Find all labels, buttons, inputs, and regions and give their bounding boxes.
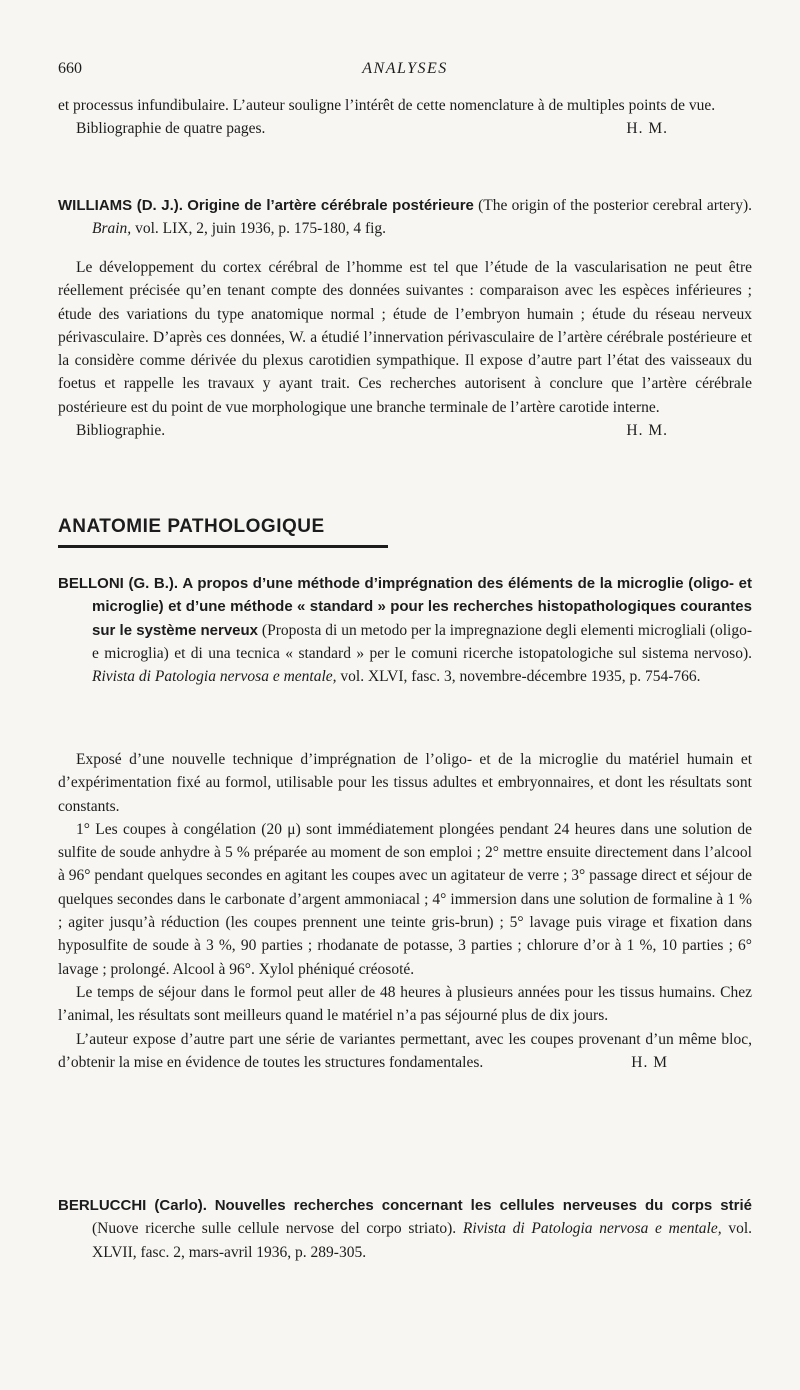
previous-abstract-text: et processus infundibulaire. L’auteur souligne l’intérêt de cette nomenclature à de multiples points de vue. — [58, 97, 716, 114]
previous-abstract — [58, 94, 752, 141]
section-underline — [58, 545, 388, 548]
original-title: (Nuove ricerche sulle cellule nervose del corpo striato). — [92, 1220, 457, 1238]
original-title: (The origin of the posterior cerebral artery). — [478, 197, 753, 214]
abstract-williams — [58, 256, 752, 442]
abstract-paragraph: Le temps de séjour dans le formol peut aller de 48 heures à plusieurs années pour les tissus humains. Chez l’animal, les résultats sont meilleurs quand le matériel n’a pas séjourné plus de dix jours. — [58, 983, 752, 1025]
original-title: (Proposta di un metodo per la impregnazione degli elementi microgliali (oligo- e microglia) et di una tecnica « standard » per le comuni ricerche istopatologiche sul sistema nervoso). — [92, 621, 753, 662]
abstract-belloni — [58, 748, 752, 1074]
abstract-paragraph: Exposé d’une nouvelle technique d’imprégnation de l’oligo- et de la microglie du matériel humain et d’expérimentation fixé au formol, utilisable pour les tissus adultes et embryonnaires, et dont les résultats sont constants. — [58, 751, 752, 815]
article-title: Origine de l’artère cérébrale postérieure — [187, 197, 474, 214]
journal-reference: vol. XLVI, fasc. 3, novembre-décembre 1935, p. 754-766. — [340, 668, 701, 686]
signature: H. M — [631, 1053, 668, 1071]
entry-belloni — [58, 572, 752, 688]
section-title: ANATOMIE PATHOLOGIQUE — [58, 516, 325, 537]
signature: H. M. — [626, 120, 668, 138]
entry-williams — [58, 194, 752, 241]
article-title: A propos d’une méthode d’imprégnation des éléments de la microglie (oligo- et microglie) et d’une méthode « standard » pour les recherches histopathologiques courantes sur le système nerveux — [92, 575, 752, 639]
citation-williams — [58, 194, 752, 241]
journal-name: Brain, — [92, 220, 132, 238]
article-title: Nouvelles recherches concernant les cellules nerveuses du corps strié — [214, 1197, 752, 1214]
citation-berlucchi — [58, 1194, 752, 1264]
author: BERLUCCHI (Carlo). — [58, 1197, 207, 1214]
journal-name: Rivista di Patologia nervosa e mentale, — [92, 668, 337, 686]
running-title: ANALYSES — [362, 60, 448, 77]
previous-abstract-bibliography: Bibliographie de quatre pages. H. M. — [58, 117, 752, 140]
journal-reference: vol. LIX, 2, juin 1936, p. 175-180, 4 fig. — [135, 220, 387, 238]
page-number: 660 — [58, 60, 82, 77]
author: BELLONI (G. B.). — [58, 575, 179, 592]
signature: H. M. — [626, 422, 668, 440]
author: WILLIAMS (D. J.). — [58, 197, 183, 214]
citation-belloni — [58, 572, 752, 688]
journal-name: Rivista di Patologia nervosa e mentale, — [462, 1220, 722, 1238]
journal-reference: vol. XLVII, fasc. 2, mars-avril 1936, p. 289-305. — [92, 1220, 752, 1261]
abstract-paragraph: 1° Les coupes à congélation (20 μ) sont immédiatement plongées pendant 24 heures dans une solution de sulfite de soude anhydre à 5 % préparée au moment de son emploi ; 2° mettre ensuite directement dans l’alcool à 96° pendant quelques secondes en agitant les coupes avec un agitateur de verre ; 3° passage direct et séjour de quelques secondes dans le carbonate d’argent ammoniacal ; 4° immersion dans une solution de formaline à 1 % ; agiter jusqu’à réduction (les coupes prennent une teinte gris-brun) ; 5° lavage puis virage et fixation dans hyposulfite de soude à 3 %, 90 parties ; rhodanate de potasse, 3 parties ; chlorure d’or à 1 %, 10 parties ; 6° lavage ; prolongé. Alcool à 96°. Xylol phéniqué créosoté. — [58, 820, 752, 978]
running-header — [58, 60, 752, 84]
entry-berlucchi — [58, 1194, 752, 1264]
abstract-bibliography: Bibliographie. H. M. — [58, 419, 752, 442]
abstract-text: Le développement du cortex cérébral de l’homme est tel que l’étude de la vascularisation ne peut être réellement précisée qu’en tenant compte des données suivantes : comparaison avec les espèces inférieures ; étude des variations du type anatomique normal ; étude de l’embryon humain ; étude du réseau nerveux périvasculaire. D’après ces données, W. a étudié l’innervation périvasculaire de l’artère cérébrale postérieure et la considère comme dérivée du plexus carotidien sympathique. Il expose d’autre part l’état des vaisseaux du foetus et rappelle les travaux y ayant trait. Ces recherches autorisent à conclure que l’artère cérébrale postérieure est du point de vue morphologique une branche terminale de l’artère carotide interne. — [58, 259, 752, 416]
abstract-paragraph: L’auteur expose d’autre part une série de variantes permettant, avec les coupes provenant d’un même bloc, d’obtenir la mise en évidence de toutes les structures fondamentales. H. M — [58, 1028, 752, 1075]
